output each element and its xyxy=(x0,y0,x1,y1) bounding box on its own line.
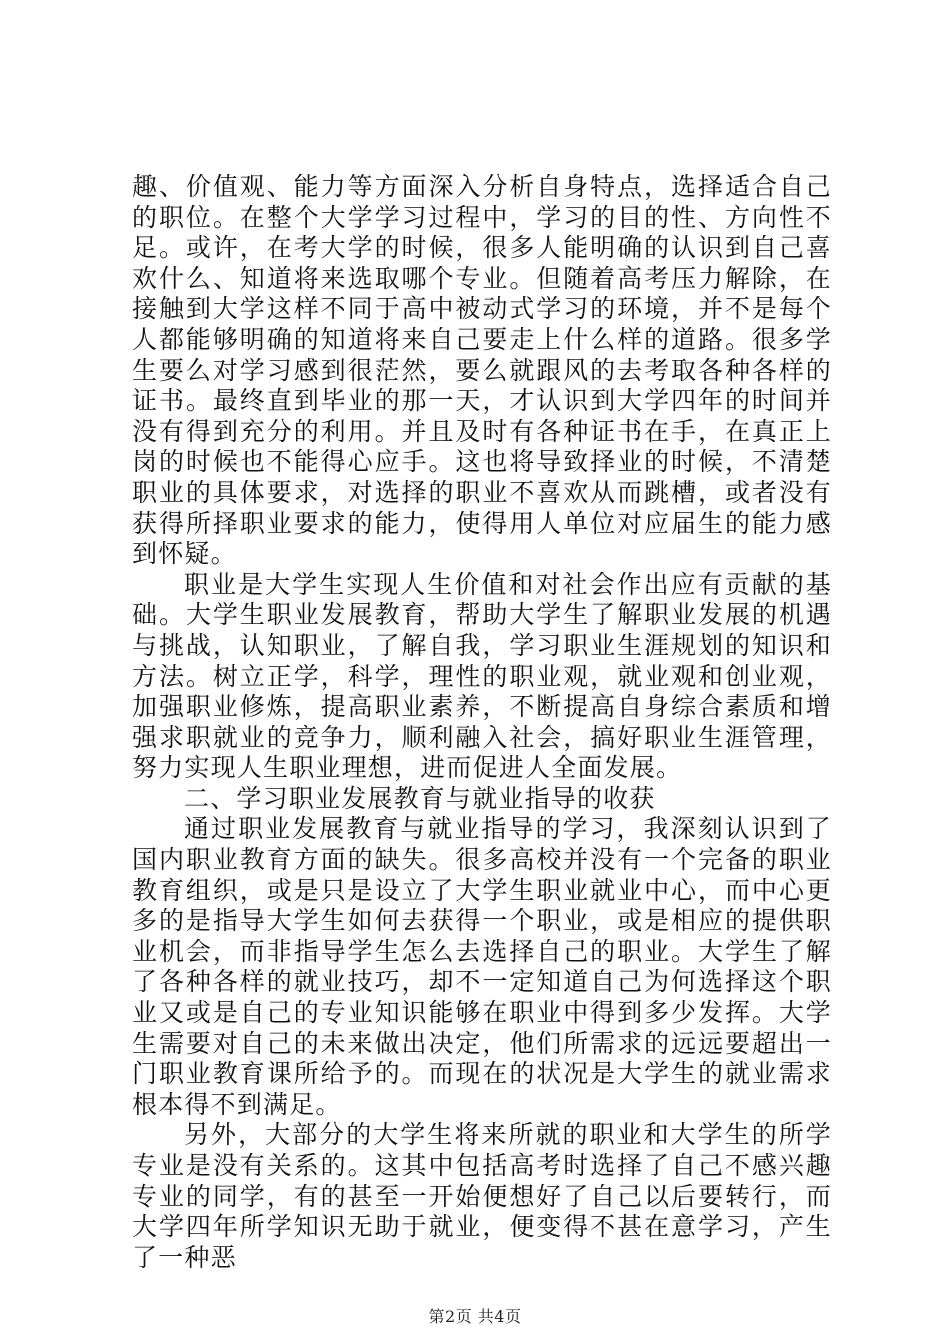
section-heading: 二、学习职业发展教育与就业指导的收获 xyxy=(184,783,656,813)
page-number-label: 第2页 共4页 xyxy=(428,1307,522,1326)
paragraph-2: 职业是大学生实现人生价值和对社会作出应有贡献的基础。大学生职业发展教育，帮助大学生了解职业发展的机遇与挑战，认知职业，了解自我，学习职业生涯规划的知识和方法。树立正学，科学，理性的职业观，就业观和创业观，加强职业修炼，提高职业素养，不断提高自身综合素质和增强求职就业的竞争力，顺利融入社会，搞好职业生涯管理，努力实现人生职业理想，进而促进人全面发展。 xyxy=(132,569,832,783)
document-body xyxy=(132,172,832,1273)
page-footer xyxy=(0,1304,950,1327)
paragraph-1: 趣、价值观、能力等方面深入分析自身特点，选择适合自己的职位。在整个大学学习过程中，学习的目的性、方向性不足。或许，在考大学的时候，很多人能明确的认识到自己喜欢什么、知道将来选取哪个专业。但随着高考压力解除，在接触到大学这样不同于高中被动式学习的环境，并不是每个人都能够明确的知道将来自己要走上什么样的道路。很多学生要么对学习感到很茫然，要么就跟风的去考取各种各样的证书。最终直到毕业的那一天，才认识到大学四年的时间并没有得到充分的利用。并且及时有各种证书在手，在真正上岗的时候也不能得心应手。这也将导致择业的时候，不清楚职业的具体要求，对选择的职业不喜欢从而跳槽，或者没有获得所择职业要求的能力，使得用人单位对应届生的能力感到怀疑。 xyxy=(132,172,832,569)
paragraph-4: 另外，大部分的大学生将来所就的职业和大学生的所学专业是没有关系的。这其中包括高考时选择了自己不感兴趣专业的同学，有的甚至一开始便想好了自己以后要转行，而大学四年所学知识无助于就业，便变得不甚在意学习，产生了一种恶 xyxy=(132,1120,832,1272)
paragraph-3: 通过职业发展教育与就业指导的学习，我深刻认识到了国内职业教育方面的缺失。很多高校并没有一个完备的职业教育组织，或是只是设立了大学生职业就业中心，而中心更多的是指导大学生如何去获得一个职业，或是相应的提供职业机会，而非指导学生怎么去选择自己的职业。大学生了解了各种各样的就业技巧，却不一定知道自己为何选择这个职业又或是自己的专业知识能够在职业中得到多少发挥。大学生需要对自己的未来做出决定，他们所需求的远远要超出一门职业教育课所给予的。而现在的状况是大学生的就业需求根本得不到满足。 xyxy=(132,814,832,1119)
